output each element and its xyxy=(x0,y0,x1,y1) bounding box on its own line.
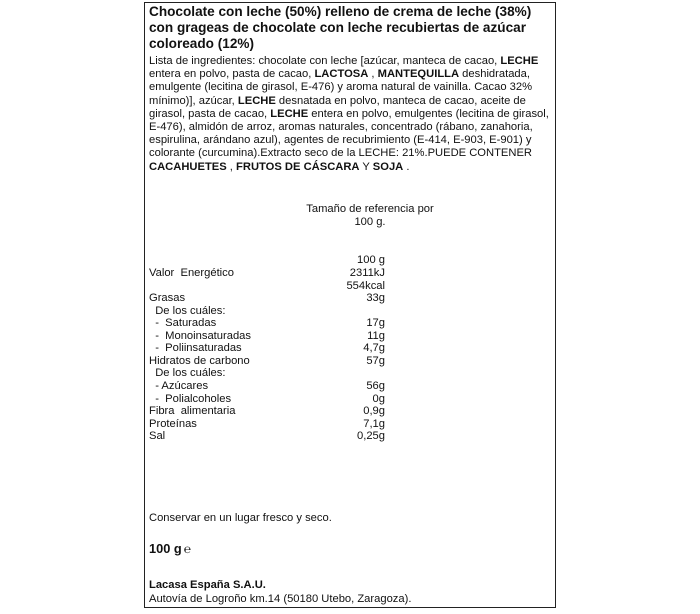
nutrient-label: Sal xyxy=(149,430,166,443)
nutrient-label: - Poliinsaturadas xyxy=(149,342,242,355)
nutrient-label: De los cuáles: xyxy=(149,367,226,380)
ingredient-text: , xyxy=(368,68,378,81)
nutrient-value: 56g xyxy=(366,379,385,392)
nutrient-label: Fibra alimentaria xyxy=(149,405,236,418)
nutrition-row xyxy=(149,355,449,368)
company-name: Lacasa España S.A.U. xyxy=(149,579,266,591)
nutrient-value: 2311kJ xyxy=(349,267,385,279)
reference-size-line2: 100 g. xyxy=(354,216,386,229)
nutrition-row xyxy=(149,292,449,305)
net-weight-value: 100 g xyxy=(149,541,182,556)
ingredient-text: Lista de ingredientes: chocolate con leche [azúcar, manteca de cacao, xyxy=(149,55,501,67)
nutrient-value: 0,9g xyxy=(363,405,385,418)
reference-size xyxy=(300,203,440,229)
nutrition-row xyxy=(149,393,449,406)
allergen-text: FRUTOS DE CÁSCARA xyxy=(236,160,360,173)
ingredient-text: , xyxy=(226,160,237,173)
ingredient-text: entera en polvo, pasta de cacao, xyxy=(149,68,315,81)
nutrition-row xyxy=(149,317,449,330)
nutrition-row xyxy=(149,342,449,355)
nutrient-value: 7,1g xyxy=(363,417,385,430)
allergen-text: SOJA xyxy=(372,160,404,173)
nutrition-column-header xyxy=(149,254,449,267)
allergen-text: LECHE xyxy=(270,107,309,120)
net-weight xyxy=(149,541,191,556)
ingredient-text: Y xyxy=(359,160,373,173)
ingredient-text: deshidratada, emulgente (lecitina de girasol, E-476) y aroma natural de vainilla. Cacao 32% mínimo)], azúcar, xyxy=(149,68,533,107)
storage-instructions: Conservar en un lugar fresco y seco. xyxy=(149,512,332,524)
allergen-text: LECHE xyxy=(237,94,276,107)
ingredient-text: entera en polvo, emulgentes (lecitina de girasol, E-476), almidón de arroz, aromas naturales, concentrado (rábano, zanahoria, espirulina, arándano azul), agentes de recubrimiento (E-414, E-903, E-901) y colorante (curcumina).Extracto seco de la LECHE: 21%.PUEDE CONTENER xyxy=(149,107,549,160)
nutrient-value: 0g xyxy=(372,392,385,405)
nutrient-value: 4,7g xyxy=(363,342,385,355)
allergen-text: CACAHUETES xyxy=(149,160,227,173)
ingredient-text: . xyxy=(403,160,410,173)
nutrition-row xyxy=(149,418,449,431)
reference-size-line1: Tamaño de referencia por xyxy=(306,203,434,215)
nutrient-value: 33g xyxy=(366,292,385,305)
allergen-text: LECHE xyxy=(500,55,539,67)
nutrient-label: - Polialcoholes xyxy=(149,392,232,405)
column-header-text: 100 g xyxy=(357,254,385,266)
allergen-text: MANTEQUILLA xyxy=(377,68,460,81)
nutrition-row xyxy=(149,305,449,318)
nutrition-row xyxy=(149,430,449,443)
nutrition-row xyxy=(149,380,449,393)
nutrient-label: Grasas xyxy=(149,292,186,305)
nutrition-row xyxy=(149,330,449,343)
nutrient-label: Valor Energético xyxy=(149,267,234,279)
nutrient-value: 0,25g xyxy=(357,430,385,443)
nutrient-value: 57g xyxy=(366,354,385,367)
company-address: Autovía de Logroño km.14 (50180 Utebo, Zaragoza). xyxy=(149,593,412,605)
nutrient-label: - Azúcares xyxy=(149,379,209,392)
nutrition-row xyxy=(149,367,449,380)
nutrition-row xyxy=(149,267,449,280)
nutrition-row xyxy=(149,405,449,418)
nutrient-value: 554kcal xyxy=(346,279,385,292)
nutrient-label: Proteínas xyxy=(149,417,197,430)
nutrient-label: - Saturadas xyxy=(149,317,217,330)
nutrient-label: De los cuáles: xyxy=(149,304,226,317)
nutrient-value: 11g xyxy=(367,329,385,342)
ingredient-text: desnatada en polvo, manteca de cacao, aceite de girasol, pasta de cacao, xyxy=(149,94,526,120)
nutrient-label: Hidratos de carbono xyxy=(149,354,250,367)
nutrient-label: - Monoinsaturadas xyxy=(149,329,251,342)
estimated-sign-icon: ℮ xyxy=(183,541,191,556)
product-title: Chocolate con leche (50%) relleno de crema de leche (38%) con grageas de chocolate con leche recubiertas de azúcar coloreado (12%) xyxy=(149,4,532,51)
nutrient-value: 17g xyxy=(366,317,385,330)
allergen-text: LACTOSA xyxy=(314,68,369,81)
nutrition-row xyxy=(149,280,449,293)
ingredients-list xyxy=(149,55,553,174)
